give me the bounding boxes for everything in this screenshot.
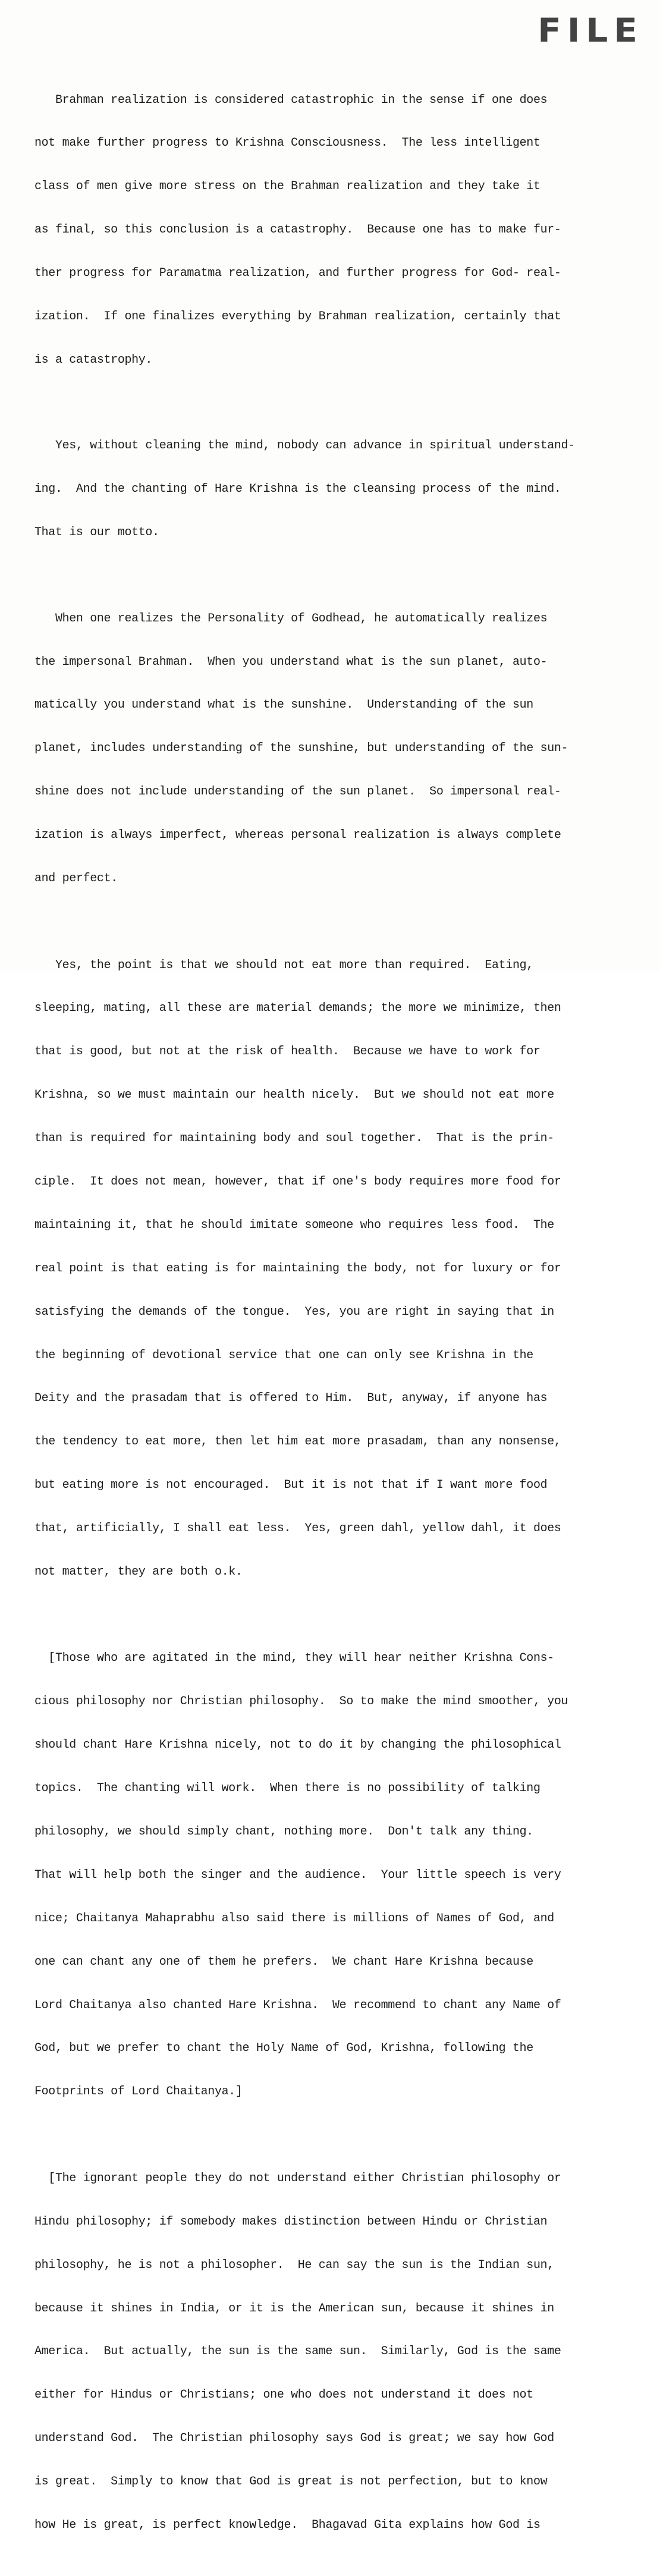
text-line: shine does not include understanding of the sun planet. So impersonal real- (34, 785, 561, 799)
text-line: Lord Chaitanya also chanted Hare Krishna. We recommend to chant any Name of (34, 1998, 561, 2012)
text-line: [The ignorant people they do not understand either Christian philosophy or (34, 2171, 561, 2185)
text-line: ing. And the chanting of Hare Krishna is the cleansing process of the mind. (34, 482, 561, 497)
text-line: as final, so this conclusion is a catastrophy. Because one has to make fur- (34, 223, 561, 237)
text-line: should chant Hare Krishna nicely, not to do it by changing the philosophical (34, 1738, 561, 1752)
text-line: topics. The chanting will work. When there is no possibility of talking (34, 1782, 540, 1796)
text-line: ther progress for Paramatma realization, and further progress for God- real- (34, 266, 561, 281)
text-line: but eating more is not encouraged. But it is not that if I want more food (34, 1478, 548, 1493)
text-line: sleeping, mating, all these are material demands; the more we minimize, then (34, 1001, 561, 1016)
text-line: Hindu philosophy; if somebody makes distinction between Hindu or Christian (34, 2214, 548, 2229)
text-line: not make further progress to Krishna Consciousness. The less intelligent (34, 136, 540, 150)
text-line: the beginning of devotional service that one can only see Krishna in the (34, 1348, 533, 1362)
text-line: than is required for maintaining body and soul together. That is the prin- (34, 1132, 554, 1146)
text-line: either for Hindus or Christians; one who does not understand it does not (34, 2388, 533, 2402)
text-line: ciple. It does not mean, however, that if one's body requires more food for (34, 1174, 561, 1189)
text-line: Deity and the prasadam that is offered to Him. But, anyway, if anyone has (34, 1391, 548, 1406)
text-line: understand God. The Christian philosophy says God is great; we say how God (34, 2432, 554, 2446)
text-line: ization is always imperfect, whereas personal realization is always complete (34, 828, 561, 843)
text-line: philosophy, we should simply chant, nothing more. Don't talk any thing. (34, 1825, 533, 1839)
text-line: Yes, the point is that we should not eat more than required. Eating, (34, 958, 533, 972)
text-line: how He is great, is perfect knowledge. Bhagavad Gita explains how God is (34, 2518, 540, 2532)
paragraph-ignorant-people (34, 2143, 623, 2562)
text-line: is great. Simply to know that God is great is not perfection, but to know (34, 2475, 548, 2489)
text-line: satisfying the demands of the tongue. Yes, you are right in saying that in (34, 1305, 554, 1319)
file-stamp: FILE (538, 11, 643, 50)
text-line: is a catastrophy. (34, 353, 153, 367)
paragraph-brahman-realization (34, 64, 623, 397)
text-line: not matter, they are both o.k. (34, 1565, 243, 1579)
text-line: planet, includes understanding of the sunshine, but understanding of the sun- (34, 742, 568, 756)
text-line: matically you understand what is the sunshine. Understanding of the sun (34, 698, 533, 712)
text-line: ization. If one finalizes everything by Brahman realization, certainly that (34, 310, 561, 324)
text-line: class of men give more stress on the Brahman realization and they take it (34, 180, 540, 194)
paragraph-cleaning-mind (34, 410, 623, 569)
text-line: philosophy, he is not a philosopher. He can say the sun is the Indian sun, (34, 2258, 554, 2272)
text-line: cious philosophy nor Christian philosophy. So to make the mind smoother, you (34, 1695, 568, 1709)
text-line: Footprints of Lord Chaitanya.] (34, 2085, 243, 2099)
text-line: that is good, but not at the risk of health. Because we have to work for (34, 1045, 540, 1059)
text-line: the impersonal Brahman. When you understand what is the sun planet, auto- (34, 655, 548, 669)
text-line: That is our motto. (34, 526, 159, 540)
text-line: God, but we prefer to chant the Holy Name of God, Krishna, following the (34, 2041, 533, 2056)
text-line: When one realizes the Personality of Godhead, he automatically realizes (34, 611, 548, 626)
text-line: Brahman realization is considered catastrophic in the sense if one does (34, 93, 548, 107)
paragraph-agitated-mind (34, 1623, 623, 2128)
text-line: and perfect. (34, 872, 118, 886)
text-line: America. But actually, the sun is the same sun. Similarly, God is the same (34, 2345, 561, 2359)
text-line: [Those who are agitated in the mind, they will hear neither Krishna Cons- (34, 1651, 554, 1666)
text-line: maintaining it, that he should imitate someone who requires less food. The (34, 1218, 554, 1232)
paragraph-eating (34, 929, 623, 1609)
text-line: because it shines in India, or it is the American sun, because it shines in (34, 2301, 554, 2316)
text-line: Yes, without cleaning the mind, nobody can advance in spiritual understand- (34, 439, 575, 453)
text-line: the tendency to eat more, then let him eat more prasadam, than any nonsense, (34, 1435, 561, 1449)
document-body (34, 64, 623, 2576)
text-line: That will help both the singer and the audience. Your little speech is very (34, 1868, 561, 1882)
text-line: nice; Chaitanya Mahaprabhu also said there is millions of Names of God, and (34, 1911, 554, 1925)
text-line: Krishna, so we must maintain our health nicely. But we should not eat more (34, 1088, 554, 1102)
text-line: that, artificially, I shall eat less. Yes, green dahl, yellow dahl, it does (34, 1522, 561, 1536)
text-line: one can chant any one of them he prefers. We chant Hare Krishna because (34, 1955, 533, 1969)
paragraph-personality-of-godhead (34, 583, 623, 915)
text-line: real point is that eating is for maintaining the body, not for luxury or for (34, 1261, 561, 1276)
